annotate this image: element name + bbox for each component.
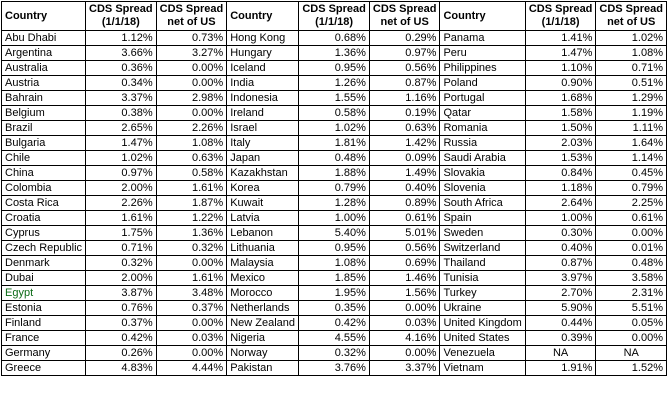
country-cell: Bulgaria — [2, 136, 86, 151]
cds-spread-cell: 0.87% — [525, 256, 596, 271]
cds-spread-cell: 0.39% — [525, 331, 596, 346]
cds-spread-cell: 1.26% — [299, 76, 370, 91]
cds-net-cell: 4.44% — [156, 361, 227, 376]
cds-spread-cell: 0.35% — [299, 301, 370, 316]
cds-net-cell: 1.46% — [369, 271, 440, 286]
country-header: Country — [2, 2, 86, 31]
cds-spread-cell: 4.55% — [299, 331, 370, 346]
country-cell: Malaysia — [227, 256, 299, 271]
cds-spread-cell: 0.95% — [299, 61, 370, 76]
cds-net-cell: 5.51% — [596, 301, 667, 316]
country-cell: Greece — [2, 361, 86, 376]
cds-spread-cell: 0.44% — [525, 316, 596, 331]
country-cell: Iceland — [227, 61, 299, 76]
country-cell: Mexico — [227, 271, 299, 286]
cds-spread-cell: 1.75% — [86, 226, 157, 241]
cds-net-cell: 0.51% — [596, 76, 667, 91]
cds-spread-cell: 0.32% — [299, 346, 370, 361]
cds-spread-cell: 1.00% — [525, 211, 596, 226]
country-cell: Abu Dhabi — [2, 31, 86, 46]
country-cell: Denmark — [2, 256, 86, 271]
cds-spread-cell: 1.02% — [299, 121, 370, 136]
country-cell: Israel — [227, 121, 299, 136]
table-row — [2, 151, 667, 166]
cds-spread-cell: 1.55% — [299, 91, 370, 106]
cds-spread-cell: 1.95% — [299, 286, 370, 301]
country-cell: Dubai — [2, 271, 86, 286]
country-cell: Qatar — [440, 106, 525, 121]
cds-net-cell: 0.00% — [369, 346, 440, 361]
cds-spread-cell: 2.03% — [525, 136, 596, 151]
cds-net-cell: 1.19% — [596, 106, 667, 121]
cds-net-cell: 0.00% — [156, 61, 227, 76]
cds-net-cell: 0.56% — [369, 241, 440, 256]
table-row — [2, 136, 667, 151]
country-cell: Ukraine — [440, 301, 525, 316]
country-header: Country — [440, 2, 525, 31]
cds-net-cell: 0.56% — [369, 61, 440, 76]
cds-spread-cell: 0.38% — [86, 106, 157, 121]
cds-spread-cell: 0.48% — [299, 151, 370, 166]
cds-spread-cell: 0.40% — [525, 241, 596, 256]
cds-net-cell: 0.00% — [156, 346, 227, 361]
cds-net-header: CDS Spread net of US — [369, 2, 440, 31]
country-cell: Kazakhstan — [227, 166, 299, 181]
cds-spread-cell: 1.18% — [525, 181, 596, 196]
table-row — [2, 331, 667, 346]
table-row — [2, 271, 667, 286]
country-cell: Cyprus — [2, 226, 86, 241]
cds-spread-cell: 1.00% — [299, 211, 370, 226]
cds-net-cell: 0.71% — [596, 61, 667, 76]
cds-spread-cell: 3.37% — [86, 91, 157, 106]
header-row — [2, 2, 667, 31]
cds-net-cell: 2.98% — [156, 91, 227, 106]
cds-spread-cell: 1.61% — [86, 211, 157, 226]
cds-net-cell: 0.00% — [156, 106, 227, 121]
cds-spread-cell: 0.37% — [86, 316, 157, 331]
cds-net-cell: 0.05% — [596, 316, 667, 331]
cds-net-cell: 0.00% — [596, 226, 667, 241]
cds-net-cell: 3.37% — [369, 361, 440, 376]
cds-net-cell: 5.01% — [369, 226, 440, 241]
country-cell: Japan — [227, 151, 299, 166]
table-row — [2, 76, 667, 91]
cds-spread-cell: 1.68% — [525, 91, 596, 106]
cds-spread-cell: 0.58% — [299, 106, 370, 121]
country-cell: Germany — [2, 346, 86, 361]
cds-net-cell: 0.45% — [596, 166, 667, 181]
cds-spread-cell: 1.47% — [86, 136, 157, 151]
cds-net-cell: 2.25% — [596, 196, 667, 211]
cds-spread-cell: 0.90% — [525, 76, 596, 91]
country-cell: United Kingdom — [440, 316, 525, 331]
cds-spread-cell: 3.76% — [299, 361, 370, 376]
table-row — [2, 346, 667, 361]
country-cell: Sweden — [440, 226, 525, 241]
country-cell: Saudi Arabia — [440, 151, 525, 166]
cds-net-cell: 1.22% — [156, 211, 227, 226]
cds-net-cell: 1.61% — [156, 181, 227, 196]
country-cell: Panama — [440, 31, 525, 46]
cds-spread-cell: 0.32% — [86, 256, 157, 271]
country-cell: Belgium — [2, 106, 86, 121]
country-cell: Slovenia — [440, 181, 525, 196]
cds-spread-cell: 1.12% — [86, 31, 157, 46]
cds-spread-cell: 1.81% — [299, 136, 370, 151]
country-cell: Egypt — [2, 286, 86, 301]
cds-net-cell: 0.69% — [369, 256, 440, 271]
country-cell: Romania — [440, 121, 525, 136]
country-cell: Estonia — [2, 301, 86, 316]
cds-spread-cell: 2.26% — [86, 196, 157, 211]
cds-net-cell: 1.02% — [596, 31, 667, 46]
country-cell: Venezuela — [440, 346, 525, 361]
country-cell: Philippines — [440, 61, 525, 76]
cds-spread-cell: 1.41% — [525, 31, 596, 46]
cds-spread-cell: 1.10% — [525, 61, 596, 76]
cds-spread-cell: 2.65% — [86, 121, 157, 136]
cds-spread-cell: 1.91% — [525, 361, 596, 376]
country-cell: Switzerland — [440, 241, 525, 256]
country-cell: Chile — [2, 151, 86, 166]
country-cell: Hungary — [227, 46, 299, 61]
cds-net-cell: 1.56% — [369, 286, 440, 301]
country-cell: Lebanon — [227, 226, 299, 241]
cds-net-cell: 0.00% — [596, 331, 667, 346]
cds-spread-cell: 0.26% — [86, 346, 157, 361]
cds-spread-cell: 5.40% — [299, 226, 370, 241]
cds-spread-cell: 1.88% — [299, 166, 370, 181]
cds-net-cell: 0.00% — [156, 316, 227, 331]
table-row — [2, 181, 667, 196]
table-row — [2, 106, 667, 121]
country-cell: Australia — [2, 61, 86, 76]
cds-net-cell: 0.97% — [369, 46, 440, 61]
country-cell: Kuwait — [227, 196, 299, 211]
country-cell: Czech Republic — [2, 241, 86, 256]
cds-spread-cell: 4.83% — [86, 361, 157, 376]
table-row — [2, 31, 667, 46]
cds-net-header: CDS Spread net of US — [596, 2, 667, 31]
table-row — [2, 301, 667, 316]
country-cell: Italy — [227, 136, 299, 151]
cds-spread-header: CDS Spread (1/1/18) — [299, 2, 370, 31]
cds-net-cell: 1.16% — [369, 91, 440, 106]
cds-spread-table — [1, 1, 667, 376]
country-cell: Croatia — [2, 211, 86, 226]
table-row — [2, 121, 667, 136]
country-cell: Hong Kong — [227, 31, 299, 46]
country-cell: France — [2, 331, 86, 346]
cds-spread-cell: 0.76% — [86, 301, 157, 316]
country-cell: Spain — [440, 211, 525, 226]
cds-net-cell: 0.00% — [156, 76, 227, 91]
cds-net-cell: 0.79% — [596, 181, 667, 196]
cds-spread-header: CDS Spread (1/1/18) — [525, 2, 596, 31]
country-cell: Thailand — [440, 256, 525, 271]
cds-spread-cell: 0.30% — [525, 226, 596, 241]
cds-spread-cell: 0.97% — [86, 166, 157, 181]
cds-net-cell: 1.87% — [156, 196, 227, 211]
country-cell: Netherlands — [227, 301, 299, 316]
cds-net-cell: 3.58% — [596, 271, 667, 286]
country-cell: India — [227, 76, 299, 91]
cds-net-cell: 1.14% — [596, 151, 667, 166]
country-cell: Austria — [2, 76, 86, 91]
cds-net-cell: 0.40% — [369, 181, 440, 196]
cds-net-cell: 4.16% — [369, 331, 440, 346]
table-row — [2, 211, 667, 226]
country-header: Country — [227, 2, 299, 31]
country-cell: Nigeria — [227, 331, 299, 346]
cds-spread-cell: 1.50% — [525, 121, 596, 136]
country-cell: Russia — [440, 136, 525, 151]
cds-spread-header: CDS Spread (1/1/18) — [86, 2, 157, 31]
country-cell: South Africa — [440, 196, 525, 211]
table-row — [2, 196, 667, 211]
cds-net-cell: 0.87% — [369, 76, 440, 91]
cds-net-cell: 1.08% — [596, 46, 667, 61]
country-cell: New Zealand — [227, 316, 299, 331]
country-cell: Colombia — [2, 181, 86, 196]
country-cell: Finland — [2, 316, 86, 331]
cds-net-cell: 1.36% — [156, 226, 227, 241]
country-cell: China — [2, 166, 86, 181]
cds-net-cell: 3.48% — [156, 286, 227, 301]
country-cell: Poland — [440, 76, 525, 91]
cds-spread-cell: 0.71% — [86, 241, 157, 256]
country-cell: Latvia — [227, 211, 299, 226]
table-row — [2, 256, 667, 271]
country-cell: Indonesia — [227, 91, 299, 106]
cds-spread-cell: 3.97% — [525, 271, 596, 286]
country-cell: Lithuania — [227, 241, 299, 256]
table-row — [2, 361, 667, 376]
country-cell: United States — [440, 331, 525, 346]
cds-net-cell: 0.48% — [596, 256, 667, 271]
cds-net-cell: 1.08% — [156, 136, 227, 151]
cds-net-cell: 0.00% — [156, 256, 227, 271]
cds-spread-cell: 1.28% — [299, 196, 370, 211]
table-row — [2, 61, 667, 76]
country-cell: Norway — [227, 346, 299, 361]
cds-net-cell: 0.29% — [369, 31, 440, 46]
cds-spread-cell: 1.85% — [299, 271, 370, 286]
cds-net-cell: 1.52% — [596, 361, 667, 376]
cds-net-cell: 0.37% — [156, 301, 227, 316]
cds-net-cell: NA — [596, 346, 667, 361]
country-cell: Ireland — [227, 106, 299, 121]
country-cell: Pakistan — [227, 361, 299, 376]
cds-spread-cell: 1.47% — [525, 46, 596, 61]
country-cell: Argentina — [2, 46, 86, 61]
cds-net-cell: 0.63% — [369, 121, 440, 136]
cds-net-cell: 0.63% — [156, 151, 227, 166]
table-row — [2, 166, 667, 181]
cds-spread-cell: NA — [525, 346, 596, 361]
cds-spread-cell: 0.79% — [299, 181, 370, 196]
cds-spread-cell: 5.90% — [525, 301, 596, 316]
cds-spread-cell: 1.08% — [299, 256, 370, 271]
cds-net-cell: 1.49% — [369, 166, 440, 181]
country-cell: Turkey — [440, 286, 525, 301]
country-cell: Slovakia — [440, 166, 525, 181]
cds-spread-cell: 3.66% — [86, 46, 157, 61]
table-row — [2, 286, 667, 301]
cds-net-cell: 1.29% — [596, 91, 667, 106]
cds-spread-cell: 0.36% — [86, 61, 157, 76]
country-cell: Peru — [440, 46, 525, 61]
cds-net-cell: 1.64% — [596, 136, 667, 151]
cds-net-cell: 0.09% — [369, 151, 440, 166]
country-cell: Vietnam — [440, 361, 525, 376]
cds-net-cell: 0.61% — [596, 211, 667, 226]
cds-spread-cell: 0.42% — [299, 316, 370, 331]
cds-net-cell: 0.32% — [156, 241, 227, 256]
cds-spread-cell: 3.87% — [86, 286, 157, 301]
country-cell: Portugal — [440, 91, 525, 106]
cds-net-cell: 3.27% — [156, 46, 227, 61]
country-cell: Tunisia — [440, 271, 525, 286]
table-row — [2, 91, 667, 106]
cds-spread-cell: 1.36% — [299, 46, 370, 61]
country-cell: Brazil — [2, 121, 86, 136]
table-row — [2, 226, 667, 241]
cds-net-cell: 0.58% — [156, 166, 227, 181]
cds-spread-cell: 1.58% — [525, 106, 596, 121]
country-cell: Bahrain — [2, 91, 86, 106]
cds-spread-cell: 0.42% — [86, 331, 157, 346]
cds-net-cell: 0.19% — [369, 106, 440, 121]
cds-spread-cell: 1.02% — [86, 151, 157, 166]
cds-spread-cell: 2.70% — [525, 286, 596, 301]
cds-spread-cell: 2.00% — [86, 181, 157, 196]
cds-net-cell: 0.03% — [156, 331, 227, 346]
cds-net-cell: 0.01% — [596, 241, 667, 256]
cds-net-cell: 1.42% — [369, 136, 440, 151]
table-row — [2, 316, 667, 331]
country-cell: Korea — [227, 181, 299, 196]
cds-net-header: CDS Spread net of US — [156, 2, 227, 31]
cds-net-cell: 0.73% — [156, 31, 227, 46]
cds-net-cell: 0.89% — [369, 196, 440, 211]
cds-spread-cell: 2.00% — [86, 271, 157, 286]
cds-net-cell: 2.31% — [596, 286, 667, 301]
cds-net-cell: 0.03% — [369, 316, 440, 331]
table-row — [2, 241, 667, 256]
cds-net-cell: 1.61% — [156, 271, 227, 286]
cds-spread-cell: 0.95% — [299, 241, 370, 256]
cds-spread-cell: 2.64% — [525, 196, 596, 211]
cds-net-cell: 2.26% — [156, 121, 227, 136]
cds-spread-cell: 0.68% — [299, 31, 370, 46]
cds-spread-cell: 0.84% — [525, 166, 596, 181]
table-row — [2, 46, 667, 61]
cds-net-cell: 0.00% — [369, 301, 440, 316]
country-cell: Morocco — [227, 286, 299, 301]
cds-net-cell: 0.61% — [369, 211, 440, 226]
cds-spread-cell: 0.34% — [86, 76, 157, 91]
cds-net-cell: 1.11% — [596, 121, 667, 136]
country-cell: Costa Rica — [2, 196, 86, 211]
cds-spread-cell: 1.53% — [525, 151, 596, 166]
